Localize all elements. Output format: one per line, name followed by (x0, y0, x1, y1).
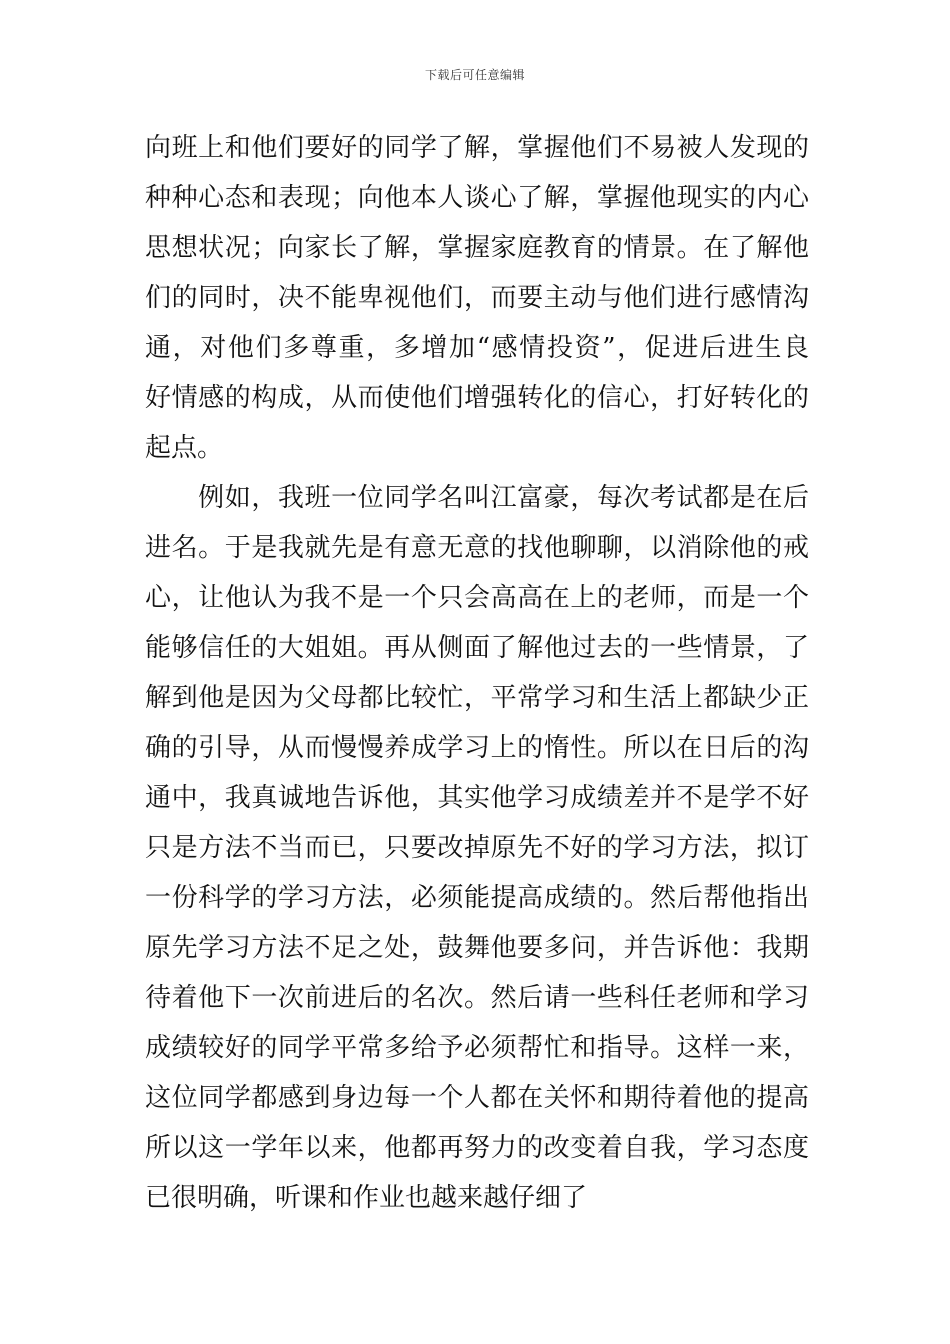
text-line: 待着他下一次前进后的名次。然后请一些科任老师和学习 (145, 983, 809, 1013)
text-line: 向班上和他们要好的同学了解，掌握他们不易被人发现的 (145, 133, 809, 163)
text-line: 只是方法不当而已，只要改掉原先不好的学习方法，拟订 (145, 833, 809, 863)
text-line: 例如，我班一位同学名叫江富豪，每次考试都是在后 (145, 483, 809, 513)
page-header: 下载后可任意编辑 (424, 68, 525, 82)
text-line: 们的同时，决不能卑视他们，而要主动与他们进行感情沟 (145, 283, 809, 313)
text-line: 思想状况；向家长了解，掌握家庭教育的情景。在了解他 (145, 233, 809, 263)
text-line: 好情感的构成，从而使他们增强转化的信心，打好转化的 (145, 383, 809, 413)
text-line: 这位同学都感到身边每一个人都在关怀和期待着他的提高 (145, 1083, 809, 1113)
text-line: 起点。 (145, 433, 224, 463)
text-line: 已很明确，听课和作业也越来越仔细了 (145, 1183, 588, 1213)
text-line: 种种心态和表现；向他本人谈心了解，掌握他现实的内心 (145, 183, 809, 213)
text-line: 心，让他认为我不是一个只会高高在上的老师，而是一个 (145, 583, 809, 613)
text-line: 能够信任的大姐姐。再从侧面了解他过去的一些情景，了 (145, 633, 809, 663)
text-line: 确的引导，从而慢慢养成学习上的惰性。所以在日后的沟 (145, 733, 809, 763)
text-line: 进名。于是我就先是有意无意的找他聊聊，以消除他的戒 (145, 533, 809, 563)
text-line: 解到他是因为父母都比较忙，平常学习和生活上都缺少正 (145, 683, 809, 713)
text-line: 一份科学的学习方法，必须能提高成绩的。然后帮他指出 (145, 883, 809, 913)
text-line: 成绩较好的同学平常多给予必须帮忙和指导。这样一来， (145, 1033, 809, 1063)
text-line: 通，对他们多尊重，多增加“感情投资”，促进后进生良 (145, 333, 809, 363)
text-line: 所以这一学年以来，他都再努力的改变着自我，学习态度 (145, 1133, 809, 1163)
body-text (145, 123, 809, 1223)
text-line: 原先学习方法不足之处，鼓舞他要多问，并告诉他：我期 (145, 933, 809, 963)
text-line: 通中，我真诚地告诉他，其实他学习成绩差并不是学不好 (145, 783, 809, 813)
